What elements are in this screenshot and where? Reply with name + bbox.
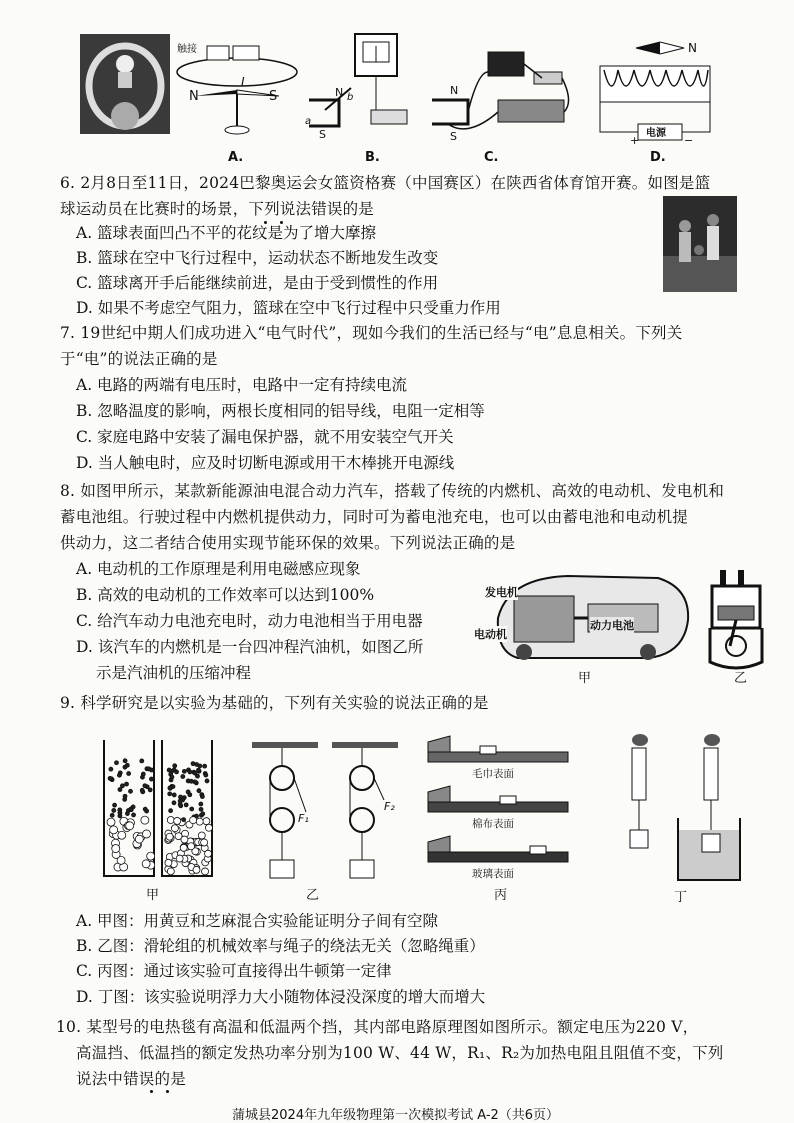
q6-option-d: D. 如果不考虑空气阻力，篮球在空中飞行过程中只受重力作用 [76,299,501,317]
svg-text:N: N [335,86,344,99]
generator-label: 发电机 [485,586,518,599]
q9-caption-yi: 乙 [306,888,320,903]
q7-option-a: A. 电路的两端有电压时，电路中一定有持续电流 [76,376,408,394]
q5-label-c: C. [484,150,499,165]
q9-caption-bing: 丙 [494,888,508,903]
q7-option-b: B. 忽略温度的影响，两根长度相同的铝导线，电阻一定相等 [76,402,485,420]
engine-cylinder-diagram [708,566,764,676]
q6-stem-line1: 6. 2月8日至11日，2024巴黎奥运会女篮资格赛（中国赛区）在陕西省体育馆开赛。如图是篮 [60,174,711,192]
q6-option-b: B. 篮球在空中飞行过程中，运动状态不断地发生改变 [76,249,439,267]
svg-text:S: S [269,89,278,104]
q6-stem-line2: 球运动员在比赛时的场景，下列说法错误的是 [60,200,375,218]
q10-stem-line3: 说法中错误的是 [76,1070,186,1088]
svg-text:N: N [189,89,199,104]
fig-caption-jia: 甲 [578,671,592,686]
basketball-photo [663,196,737,292]
q7-option-c: C. 家庭电路中安装了漏电保护器，就不用安装空气开关 [76,428,454,446]
q8-option-c: C. 给汽车动力电池充电时，动力电池相当于用电器 [76,612,423,630]
svg-text:触接: 触接 [177,44,197,55]
q8-stem-line3: 供动力，这二者结合使用实现节能环保的效果。下列说法正确的是 [60,534,516,552]
pulley-diagram [248,738,408,888]
q9-stem: 9. 科学研究是以实验为基础的，下列有关实验的说法正确的是 [60,694,489,712]
q9-option-d: D. 丁图：该实验说明浮力大小随物体浸没深度的增大而增大 [76,988,486,1006]
q6-option-a: A. 篮球表面凹凸不平的花纹是为了增大摩擦 [76,224,377,242]
svg-text:b: b [347,92,354,103]
q5-label-b: B. [365,150,380,165]
battery-label: 动力电池 [590,619,634,632]
motor-label: 电动机 [474,628,507,641]
buoyancy-diagram [622,730,742,888]
friction-ramp-diagram [420,730,580,886]
surface-glass-label: 玻璃表面 [472,868,514,880]
svg-text:电源: 电源 [646,128,666,139]
q6-option-c: C. 篮球离开手后能继续前进，是由于受到惯性的作用 [76,274,439,292]
q7-stem-line1: 7. 19世纪中期人们成功进入“电气时代”，现如今我们的生活已经与“电”息息相关。下列关 [60,324,683,342]
svg-text:F₁: F₁ [298,812,309,825]
emphasis-dot [150,1090,153,1093]
beans-sesame-diagram [100,740,220,880]
fig-caption-yi: 乙 [734,671,748,686]
q9-option-a: A. 甲图：用黄豆和芝麻混合实验能证明分子间有空隙 [76,912,439,930]
solenoid-diagram [596,36,716,146]
q8-stem-line2: 蓄电池组。行驶过程中内燃机提供动力，同时可为蓄电池充电，也可以由蓄电池和电动机提 [60,508,689,526]
svg-text:S: S [450,130,457,142]
q9-option-c: C. 丙图：通过该实验可直接得出牛顿第一定律 [76,962,392,980]
q8-option-b: B. 高效的电动机的工作效率可以达到100% [76,586,375,604]
surface-cotton-label: 棉布表面 [472,818,514,830]
q5-label-a: A. [228,150,244,165]
q9-caption-ding: 丁 [674,890,688,905]
page-footer: 蒲城县2024年九年级物理第一次模拟考试 A-2（共6页） [232,1108,560,1123]
svg-text:S: S [319,128,326,141]
svg-text:N: N [450,84,459,97]
q8-option-d: D. 该汽车的内燃机是一台四冲程汽油机，如图乙所 [76,638,424,656]
emphasis-dot [166,1090,169,1093]
q10-stem-line1: 10. 某型号的电热毯有高温和低温两个挡，其内部电路原理图如图所示。额定电压为220 V， [56,1018,699,1036]
q8-option-d-cont: 示是汽油机的压缩冲程 [96,664,252,682]
svg-text:I: I [241,75,245,89]
surface-towel-label: 毛巾表面 [472,768,514,780]
q9-caption-jia: 甲 [146,888,160,903]
q10-stem-line2: 高温挡、低温挡的额定发热功率分别为100 W、44 W，R₁、R₂为加热电阻且阻值不变，下列 [76,1044,724,1062]
hybrid-car-diagram [478,568,692,668]
svg-text:F₂: F₂ [384,800,395,813]
svg-text:N: N [688,41,697,55]
compass-needle-diagram [175,34,305,139]
q8-option-a: A. 电动机的工作原理是利用电磁感应现象 [76,560,361,578]
q7-option-d: D. 当人触电时，应及时切断电源或用干木棒挑开电源线 [76,454,455,472]
levitation-photo [80,34,170,134]
svg-text:−: − [684,134,694,146]
q8-stem-line1: 8. 如图甲所示，某款新能源油电混合动力汽车，搭载了传统的内燃机、高效的电动机、发电机和 [60,482,725,500]
motor-circuit-diagram [428,42,578,142]
q5-label-d: D. [650,150,666,165]
q7-stem-line2: 于“电”的说法正确的是 [60,350,218,368]
svg-text:+: + [630,134,640,146]
q9-option-b: B. 乙图：滑轮组的机械效率与绳子的绕法无关（忽略绳重） [76,937,485,955]
magnet-generator-diagram [305,30,415,142]
svg-text:a: a [305,116,312,127]
